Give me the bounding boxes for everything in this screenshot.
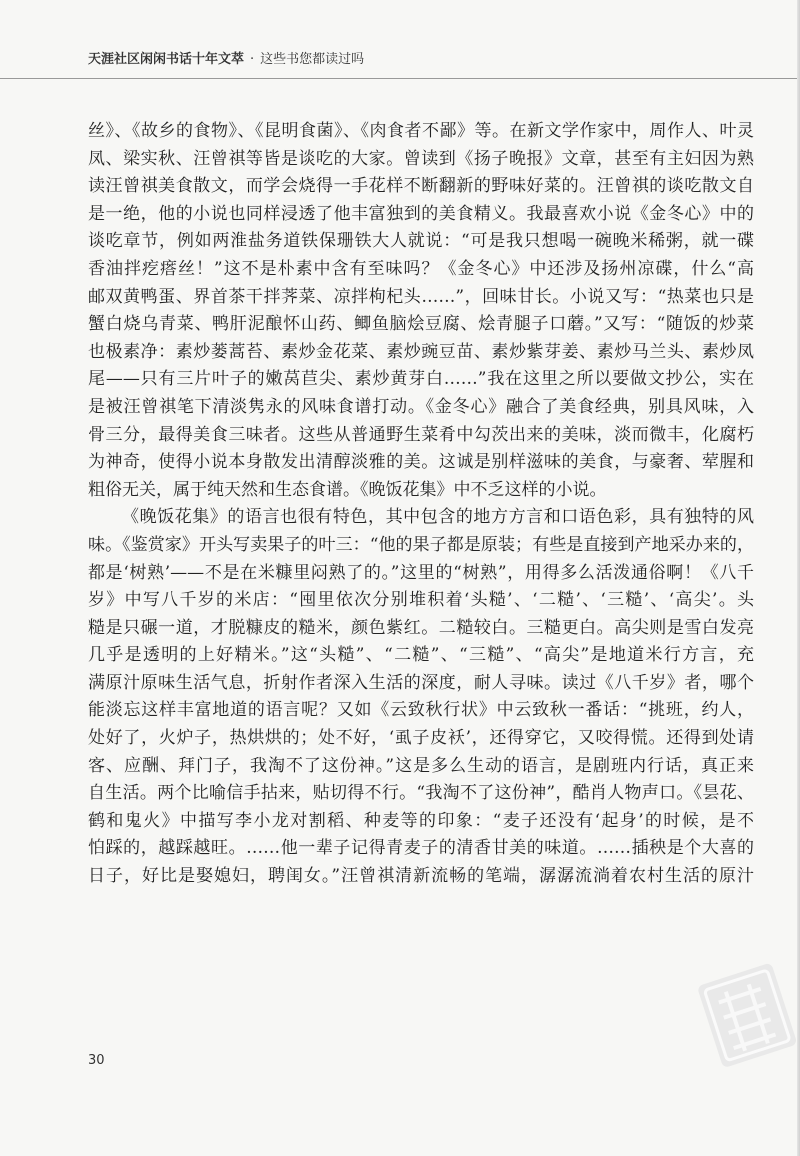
text-line: 为神奇，使得小说本身散发出清醇淡雅的美。这诚是别样滋味的美食，与豪奢、荤腥和 [88, 452, 754, 473]
header-rule [0, 78, 800, 79]
text-line: 凤、梁实秋、汪曾祺等皆是谈吃的大家。曾读到《扬子晚报》文章，甚至有主妇因为熟 [88, 148, 754, 169]
book-title: 天涯社区闲闲书话十年文萃 [88, 52, 245, 67]
text-line: 读汪曾祺美食散文，而学会烧得一手花样不断翻新的野味好菜的。汪曾祺的谈吃散文自 [88, 176, 754, 197]
page-number: 30 [88, 1053, 105, 1068]
body-text [88, 118, 754, 891]
text-line: 丝》、《故乡的食物》、《昆明食菌》、《肉食者不鄙》等。在新文学作家中，周作人、叶灵 [88, 121, 754, 141]
text-line: 也极素净：素炒蒌蒿苔、素炒金花菜、素炒豌豆苗、素炒紫芽姜、素炒马兰头、素炒凤 [88, 341, 754, 362]
text-line: 岁》中写八千岁的米店：“囤里依次分别堆积着‘头糙’、‘二糙’、‘三糙’、‘高尖’。头 [88, 590, 754, 611]
text-line: 怕踩的，越踩越旺。……他一辈子记得青麦子的清香甘美的味道。……插秧是个大喜的 [88, 838, 754, 859]
text-line: 满原汁原味生活气息，折射作者深入生活的深度，耐人寻味。读过《八千岁》者，哪个 [88, 672, 754, 693]
text-line: 能淡忘这样丰富地道的语言呢？又如《云致秋行状》中云致秋一番话：“挑班，约人， [88, 700, 754, 721]
running-header [88, 48, 364, 67]
text-line: 是被汪曾祺笔下清淡隽永的风味食谱打动。《金冬心》融合了美食经典，别具风味，入 [88, 396, 754, 417]
text-line: 几乎是透明的上好精米。”这“头糙”、“二糙”、“三糙”、“高尖”是地道米行方言，充 [88, 645, 754, 666]
text-line: 处好了，火炉子，热烘烘的；处不好，‘虱子皮袄’，还得穿它，又咬得慌。还得到处请 [88, 728, 754, 749]
section-title: 这些书您都读过吗 [260, 52, 365, 67]
text-line: 香油拌疙瘩丝！”这不是朴素中含有至味吗？《金冬心》中还涉及扬州凉碟，什么“高 [88, 258, 754, 279]
text-line: 蟹白烧乌青菜、鸭肝泥酿怀山药、鲫鱼脑烩豆腐、烩青腿子口蘑。”又写：“随饭的炒菜 [88, 314, 754, 335]
text-line: 鹤和鬼火》中描写李小龙对割稻、种麦等的印象：“麦子还没有‘起身’的时候，是不 [88, 810, 754, 831]
text-line: 《晚饭花集》的语言也很有特色，其中包含的地方方言和口语色彩，具有独特的风 [122, 507, 754, 528]
header-separator: · [250, 52, 255, 67]
text-line: 自生活。两个比喻信手拈来，贴切得不行。“我淘不了这份神”，酷肖人物声口。《昙花、 [88, 783, 754, 804]
text-line: 糙是只碾一道，才脱糠皮的糙米，颜色紫红。二糙较白。三糙更白。高尖则是雪白发亮 [88, 617, 754, 638]
text-line: 邮双黄鸭蛋、界首茶干拌荠菜、凉拌枸杞头……”，回味甘长。小说又写：“热菜也只是 [88, 286, 754, 307]
text-line: 粗俗无关，属于纯天然和生态食谱。《晚饭花集》中不乏这样的小说。 [88, 479, 607, 500]
text-line: 日子，好比是娶媳妇，聘闺女。”汪曾祺清新流畅的笔端，潺潺流淌着农村生活的原汁 [88, 866, 754, 887]
text-line: 客、应酬、拜门子，我淘不了这份神。”这是多么生动的语言，是剧班内行话，真正来 [88, 755, 754, 776]
text-line: 尾——只有三片叶子的嫩莴苣尖、素炒黄芽白……”我在这里之所以要做文抄公，实在 [88, 369, 754, 390]
text-line: 谈吃章节，例如两淮盐务道铁保珊铁大人就说：“可是我只想喝一碗晚米稀粥，就一碟 [88, 231, 754, 252]
text-line: 都是‘树熟’——不是在米糠里闷熟了的。”这里的“树熟”，用得多么活泼通俗啊！《八千 [88, 562, 754, 583]
text-line: 是一绝，他的小说也同样浸透了他丰富独到的美食精义。我最喜欢小说《金冬心》中的 [88, 203, 754, 224]
text-line: 味。《鉴赏家》开头写卖果子的叶三：“他的果子都是原装；有些是直接到产地采办来的， [88, 534, 754, 555]
text-line: 骨三分，最得美食三味者。这些从普通野生菜肴中勾茨出来的美味，淡而微丰，化腐朽 [88, 424, 754, 445]
watermark-stamp [690, 955, 800, 1075]
